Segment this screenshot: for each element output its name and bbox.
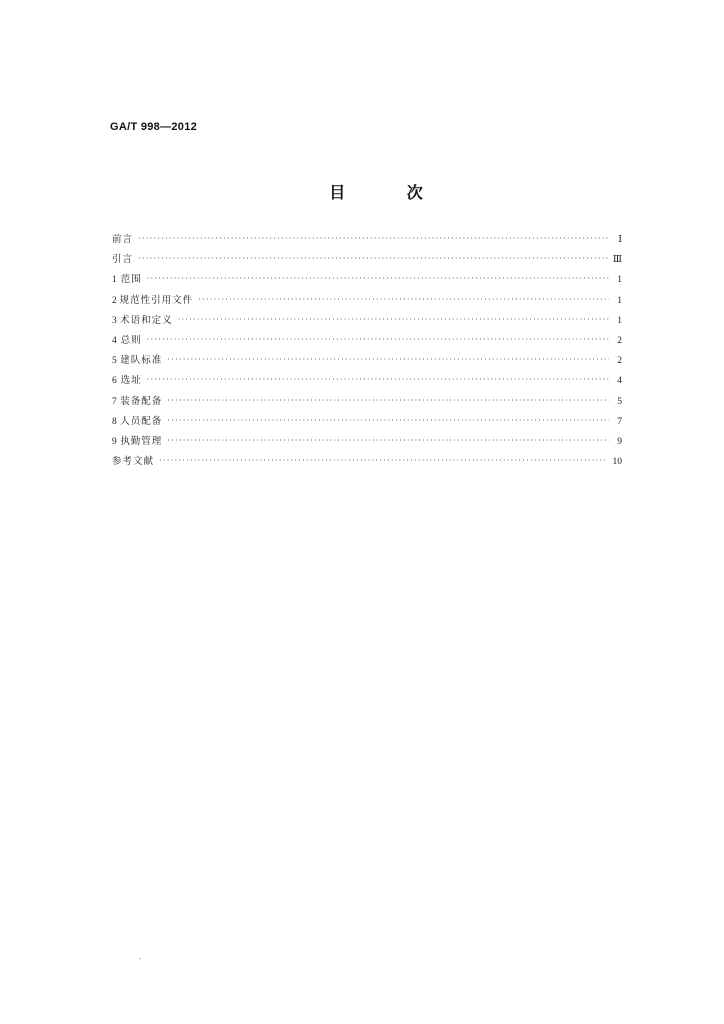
- toc-list: [112, 231, 622, 473]
- toc-entry-page: 2: [617, 335, 622, 346]
- toc-entry-label: 前言: [112, 234, 134, 245]
- toc-entry-label: 总则: [120, 334, 142, 346]
- toc-entry-page: 2: [617, 356, 622, 367]
- toc-entry-preface[interactable]: [112, 231, 622, 251]
- toc-entry-number: 2: [112, 295, 117, 306]
- toc-entry-equipment[interactable]: [112, 393, 622, 413]
- toc-dot-leader: [138, 234, 609, 243]
- toc-entry-label: 执勤管理: [120, 435, 163, 447]
- document-code: GA/T 998—2012: [110, 121, 198, 133]
- toc-entry-number: 6: [112, 376, 117, 387]
- toc-dot-leader: [167, 416, 609, 425]
- toc-entry-site-selection[interactable]: [112, 372, 622, 392]
- toc-entry-number: 5: [112, 356, 117, 367]
- toc-entry-page: Ⅲ: [612, 255, 622, 266]
- toc-dot-leader: [167, 436, 609, 445]
- toc-entry-label: 引言: [112, 254, 134, 266]
- toc-entry-page: 4: [617, 376, 622, 387]
- toc-entry-label: 参考文献: [112, 456, 155, 468]
- toc-dot-leader: [147, 274, 609, 283]
- toc-dot-leader: [167, 355, 609, 364]
- toc-entry-number: 3: [112, 315, 117, 326]
- toc-entry-staffing[interactable]: [112, 413, 622, 433]
- toc-entry-bibliography[interactable]: [112, 453, 622, 473]
- toc-dot-leader: [147, 335, 609, 344]
- toc-entry-page: 7: [617, 416, 622, 427]
- toc-entry-number: 4: [112, 335, 117, 346]
- toc-dot-leader: [178, 315, 609, 324]
- toc-entry-label: 装备配备: [120, 395, 163, 407]
- toc-dot-leader: [159, 456, 607, 465]
- toc-entry-normative-references[interactable]: [112, 292, 622, 312]
- toc-entry-page: 1: [617, 275, 622, 286]
- toc-entry-page: 9: [617, 436, 622, 447]
- toc-dot-leader: [167, 396, 609, 405]
- toc-entry-team-standards[interactable]: [112, 352, 622, 372]
- toc-entry-number: 7: [112, 396, 117, 407]
- toc-entry-number: 1: [112, 275, 117, 286]
- toc-dot-leader: [198, 295, 609, 304]
- toc-entry-scope[interactable]: [112, 271, 622, 291]
- toc-entry-label: 规范性引用文件: [119, 294, 194, 306]
- toc-entry-label: 建队标准: [120, 355, 163, 367]
- toc-title: 目 次: [329, 183, 451, 202]
- toc-entry-page: 1: [617, 295, 622, 306]
- toc-entry-terms-definitions[interactable]: [112, 312, 622, 332]
- scan-speck: [139, 958, 141, 959]
- toc-entry-introduction[interactable]: [112, 251, 622, 271]
- toc-entry-label: 选址: [120, 375, 142, 387]
- toc-entry-page: 5: [617, 396, 622, 407]
- toc-entry-general[interactable]: [112, 332, 622, 352]
- toc-entry-page: 10: [612, 457, 622, 468]
- toc-entry-label: 术语和定义: [120, 314, 173, 326]
- toc-entry-number: 8: [112, 416, 117, 427]
- toc-entry-page: Ⅰ: [618, 235, 622, 245]
- toc-entry-duty-management[interactable]: [112, 433, 622, 453]
- toc-entry-label: 范围: [120, 274, 142, 286]
- toc-dot-leader: [138, 254, 608, 263]
- toc-entry-page: 1: [617, 315, 622, 326]
- toc-dot-leader: [147, 375, 609, 384]
- toc-entry-number: 9: [112, 436, 117, 447]
- toc-entry-label: 人员配备: [120, 415, 163, 427]
